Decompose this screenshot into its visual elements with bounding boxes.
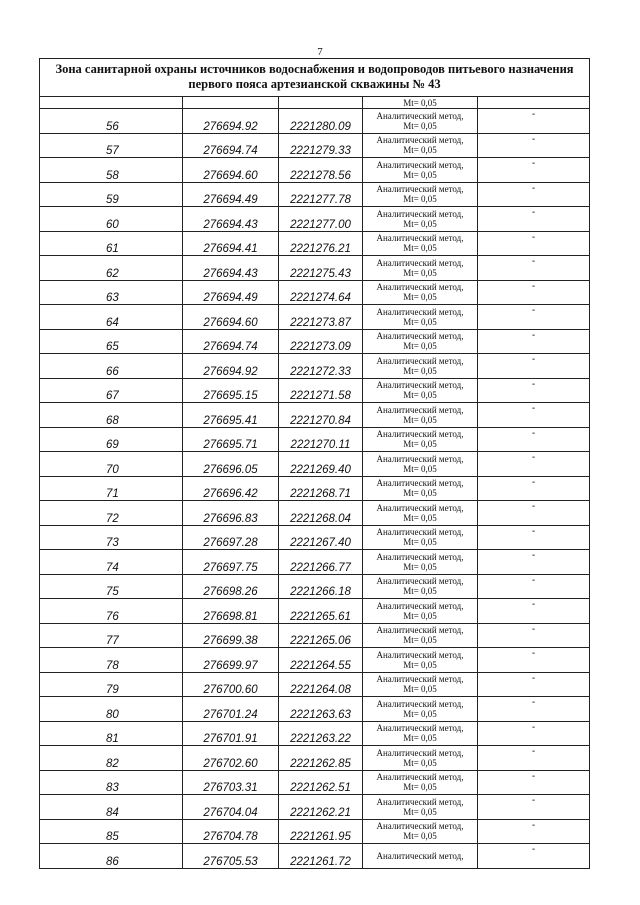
dash-cell: - bbox=[478, 378, 590, 403]
empty-cell bbox=[40, 97, 183, 109]
method-label: Аналитический метод, bbox=[376, 110, 464, 121]
precision-label: Mt= 0,05 bbox=[403, 757, 437, 768]
precision-label: Mt= 0,05 bbox=[403, 243, 437, 254]
coord-x: 276694.49 bbox=[183, 182, 279, 207]
coord-x: 276694.43 bbox=[183, 207, 279, 232]
dash-cell: - bbox=[478, 158, 590, 183]
table-row bbox=[40, 256, 590, 281]
point-number: 61 bbox=[40, 231, 183, 256]
coord-y: 2221270.11 bbox=[279, 427, 363, 452]
table-row bbox=[40, 623, 590, 648]
dash-cell: - bbox=[478, 648, 590, 673]
precision-label: Mt= 0,05 bbox=[403, 806, 437, 817]
precision-label: Mt= 0,05 bbox=[403, 684, 437, 695]
method-cell bbox=[363, 501, 478, 526]
dash-cell: - bbox=[478, 182, 590, 207]
method-label: Аналитический метод, bbox=[376, 674, 464, 685]
method-label: Аналитический метод, bbox=[376, 233, 464, 244]
point-number: 84 bbox=[40, 795, 183, 820]
dash-cell: - bbox=[478, 476, 590, 501]
coord-y: 2221275.43 bbox=[279, 256, 363, 281]
dash-cell: - bbox=[478, 207, 590, 232]
dash-cell: - bbox=[478, 819, 590, 844]
method-cell bbox=[363, 550, 478, 575]
method-label: Аналитический метод, bbox=[376, 747, 464, 758]
dash-cell: - bbox=[478, 403, 590, 428]
coord-y: 2221277.78 bbox=[279, 182, 363, 207]
method-label: Аналитический метод, bbox=[376, 649, 464, 660]
coord-y: 2221265.06 bbox=[279, 623, 363, 648]
coord-x: 276705.53 bbox=[183, 844, 279, 869]
point-number: 86 bbox=[40, 844, 183, 869]
method-cell bbox=[363, 207, 478, 232]
coord-y: 2221267.40 bbox=[279, 525, 363, 550]
method-label: Аналитический метод, bbox=[376, 429, 464, 440]
method-label: Аналитический метод, bbox=[376, 355, 464, 366]
coord-x: 276700.60 bbox=[183, 672, 279, 697]
coord-y: 2221261.95 bbox=[279, 819, 363, 844]
dash-cell: - bbox=[478, 256, 590, 281]
precision-label: Mt= 0,05 bbox=[403, 120, 437, 131]
point-number: 63 bbox=[40, 280, 183, 305]
point-number: 74 bbox=[40, 550, 183, 575]
table-row bbox=[40, 354, 590, 379]
method-label: Аналитический метод, bbox=[376, 600, 464, 611]
coordinates-table-body bbox=[40, 59, 590, 869]
method-cell bbox=[363, 133, 478, 158]
dash-cell: - bbox=[478, 109, 590, 134]
coord-x: 276704.04 bbox=[183, 795, 279, 820]
method-cell bbox=[363, 256, 478, 281]
dash-cell: - bbox=[478, 672, 590, 697]
point-number: 58 bbox=[40, 158, 183, 183]
coord-y: 2221266.18 bbox=[279, 574, 363, 599]
table-row bbox=[40, 501, 590, 526]
coord-y: 2221273.09 bbox=[279, 329, 363, 354]
table-row bbox=[40, 550, 590, 575]
coord-x: 276703.31 bbox=[183, 770, 279, 795]
precision-label: Mt= 0,05 bbox=[403, 659, 437, 670]
method-cell bbox=[363, 623, 478, 648]
point-number: 60 bbox=[40, 207, 183, 232]
dash-cell: - bbox=[478, 623, 590, 648]
dash-cell: - bbox=[478, 697, 590, 722]
dash-cell: - bbox=[478, 550, 590, 575]
empty-cell bbox=[279, 97, 363, 109]
coord-y: 2221268.04 bbox=[279, 501, 363, 526]
coord-x: 276694.74 bbox=[183, 329, 279, 354]
point-number: 65 bbox=[40, 329, 183, 354]
table-title-row bbox=[40, 59, 590, 97]
method-cell bbox=[363, 844, 478, 869]
precision-label: Mt= 0,05 bbox=[403, 831, 437, 842]
coord-x: 276697.28 bbox=[183, 525, 279, 550]
point-number: 57 bbox=[40, 133, 183, 158]
table-row-continuation bbox=[40, 97, 590, 109]
precision-label: Mt= 0,05 bbox=[403, 537, 437, 548]
table-row bbox=[40, 133, 590, 158]
coord-x: 276701.91 bbox=[183, 721, 279, 746]
method-cell bbox=[363, 770, 478, 795]
method-cell bbox=[363, 599, 478, 624]
point-number: 85 bbox=[40, 819, 183, 844]
method-label: Аналитический метод, bbox=[376, 380, 464, 391]
coord-x: 276702.60 bbox=[183, 746, 279, 771]
coord-y: 2221271.58 bbox=[279, 378, 363, 403]
method-cell bbox=[363, 231, 478, 256]
point-number: 71 bbox=[40, 476, 183, 501]
point-number: 69 bbox=[40, 427, 183, 452]
table-title-line-1: Зона санитарной охраны источников водоснабжения и водопроводов питьевого назначения bbox=[55, 62, 574, 76]
table-row bbox=[40, 795, 590, 820]
coord-y: 2221264.08 bbox=[279, 672, 363, 697]
table-row bbox=[40, 452, 590, 477]
coord-y: 2221261.72 bbox=[279, 844, 363, 869]
method-cell bbox=[363, 476, 478, 501]
coord-x: 276695.41 bbox=[183, 403, 279, 428]
method-cell bbox=[363, 403, 478, 428]
method-cell bbox=[363, 280, 478, 305]
coord-x: 276694.60 bbox=[183, 305, 279, 330]
point-number: 66 bbox=[40, 354, 183, 379]
page-number: 7 bbox=[317, 46, 323, 58]
method-label: Аналитический метод, bbox=[376, 404, 464, 415]
method-cell bbox=[363, 329, 478, 354]
precision-label: Mt= 0,05 bbox=[403, 341, 437, 352]
coord-x: 276695.71 bbox=[183, 427, 279, 452]
coord-x: 276694.92 bbox=[183, 354, 279, 379]
table-row bbox=[40, 427, 590, 452]
table-row bbox=[40, 844, 590, 869]
precision-label: Mt= 0,05 bbox=[403, 267, 437, 278]
point-number: 75 bbox=[40, 574, 183, 599]
coord-y: 2221262.51 bbox=[279, 770, 363, 795]
coord-y: 2221280.09 bbox=[279, 109, 363, 134]
coord-y: 2221265.61 bbox=[279, 599, 363, 624]
method-label: Аналитический метод, bbox=[376, 159, 464, 170]
method-label: Аналитический метод, bbox=[376, 551, 464, 562]
method-cell bbox=[363, 525, 478, 550]
method-cell bbox=[363, 795, 478, 820]
precision-label: Mt= 0,05 bbox=[403, 561, 437, 572]
table-row bbox=[40, 746, 590, 771]
method-label: Аналитический метод, bbox=[376, 625, 464, 636]
coord-x: 276694.74 bbox=[183, 133, 279, 158]
table-row bbox=[40, 182, 590, 207]
method-cell bbox=[363, 721, 478, 746]
method-cell bbox=[363, 648, 478, 673]
table-row bbox=[40, 109, 590, 134]
method-label: Аналитический метод, bbox=[376, 527, 464, 538]
point-number: 62 bbox=[40, 256, 183, 281]
method-cell bbox=[363, 697, 478, 722]
coord-y: 2221270.84 bbox=[279, 403, 363, 428]
coord-y: 2221264.55 bbox=[279, 648, 363, 673]
table-row bbox=[40, 403, 590, 428]
coord-x: 276694.43 bbox=[183, 256, 279, 281]
coord-y: 2221262.21 bbox=[279, 795, 363, 820]
precision-label: Mt= 0,05 bbox=[403, 169, 437, 180]
table-row bbox=[40, 378, 590, 403]
method-label: Аналитический метод, bbox=[376, 796, 464, 807]
table-row bbox=[40, 574, 590, 599]
method-label: Аналитический метод, bbox=[376, 576, 464, 587]
coord-y: 2221274.64 bbox=[279, 280, 363, 305]
method-label: Аналитический метод, bbox=[376, 821, 464, 832]
coord-x: 276694.60 bbox=[183, 158, 279, 183]
precision-label: Mt= 0,05 bbox=[403, 708, 437, 719]
point-number: 67 bbox=[40, 378, 183, 403]
dash-cell: - bbox=[478, 133, 590, 158]
method-cell bbox=[363, 305, 478, 330]
point-number: 78 bbox=[40, 648, 183, 673]
precision-label: Mt= 0,05 bbox=[403, 488, 437, 499]
dash-cell: - bbox=[478, 329, 590, 354]
method-cell bbox=[363, 819, 478, 844]
precision-label: Mt= 0,05 bbox=[403, 194, 437, 205]
precision-label: Mt= 0,05 bbox=[403, 610, 437, 621]
dash-cell: - bbox=[478, 721, 590, 746]
method-cell bbox=[363, 746, 478, 771]
coord-x: 276699.97 bbox=[183, 648, 279, 673]
precision-label: Mt= 0,05 bbox=[403, 316, 437, 327]
dash-cell: - bbox=[478, 599, 590, 624]
method-label: Аналитический метод, bbox=[376, 772, 464, 783]
point-number: 79 bbox=[40, 672, 183, 697]
table-row bbox=[40, 525, 590, 550]
dash-cell: - bbox=[478, 770, 590, 795]
coord-y: 2221269.40 bbox=[279, 452, 363, 477]
coord-y: 2221263.22 bbox=[279, 721, 363, 746]
method-label: Аналитический метод, bbox=[376, 723, 464, 734]
point-number: 82 bbox=[40, 746, 183, 771]
precision-label: Mt= 0,05 bbox=[403, 292, 437, 303]
coord-x: 276694.41 bbox=[183, 231, 279, 256]
precision-label: Mt= 0,05 bbox=[403, 512, 437, 523]
coord-y: 2221279.33 bbox=[279, 133, 363, 158]
dash-cell: - bbox=[478, 354, 590, 379]
method-label: Аналитический метод, bbox=[376, 850, 464, 861]
coord-y: 2221272.33 bbox=[279, 354, 363, 379]
table-title bbox=[40, 59, 590, 97]
point-number: 73 bbox=[40, 525, 183, 550]
dash-cell: - bbox=[478, 427, 590, 452]
table-row bbox=[40, 305, 590, 330]
table-row bbox=[40, 158, 590, 183]
precision-label: Mt= 0,05 bbox=[403, 145, 437, 156]
point-number: 76 bbox=[40, 599, 183, 624]
method-label: Аналитический метод, bbox=[376, 478, 464, 489]
point-number: 56 bbox=[40, 109, 183, 134]
coord-y: 2221277.00 bbox=[279, 207, 363, 232]
coordinates-table bbox=[39, 58, 590, 869]
point-number: 80 bbox=[40, 697, 183, 722]
method-cell bbox=[363, 182, 478, 207]
method-label: Аналитический метод, bbox=[376, 135, 464, 146]
method-label: Аналитический метод, bbox=[376, 502, 464, 513]
precision-cell: Mt= 0,05 bbox=[363, 97, 478, 109]
dash-cell: - bbox=[478, 280, 590, 305]
table-title-line-2: первого пояса артезианской скважины № 43 bbox=[188, 77, 441, 91]
method-label: Аналитический метод, bbox=[376, 208, 464, 219]
point-number: 68 bbox=[40, 403, 183, 428]
dash-cell: - bbox=[478, 305, 590, 330]
method-label: Аналитический метод, bbox=[376, 453, 464, 464]
coord-x: 276704.78 bbox=[183, 819, 279, 844]
method-label: Аналитический метод, bbox=[376, 282, 464, 293]
coord-y: 2221266.77 bbox=[279, 550, 363, 575]
method-label: Аналитический метод, bbox=[376, 698, 464, 709]
empty-cell bbox=[478, 97, 590, 109]
table-row bbox=[40, 280, 590, 305]
coord-x: 276699.38 bbox=[183, 623, 279, 648]
method-label: Аналитический метод, bbox=[376, 306, 464, 317]
method-cell bbox=[363, 378, 478, 403]
dash-cell: - bbox=[478, 501, 590, 526]
coord-x: 276695.15 bbox=[183, 378, 279, 403]
method-label: Аналитический метод, bbox=[376, 184, 464, 195]
table-row bbox=[40, 648, 590, 673]
precision-label: Mt= 0,05 bbox=[403, 414, 437, 425]
table-row bbox=[40, 819, 590, 844]
point-number: 72 bbox=[40, 501, 183, 526]
table-row bbox=[40, 721, 590, 746]
table-row bbox=[40, 207, 590, 232]
coord-x: 276696.05 bbox=[183, 452, 279, 477]
coord-y: 2221268.71 bbox=[279, 476, 363, 501]
table-row bbox=[40, 770, 590, 795]
table-row bbox=[40, 672, 590, 697]
point-number: 77 bbox=[40, 623, 183, 648]
coord-x: 276698.81 bbox=[183, 599, 279, 624]
point-number: 83 bbox=[40, 770, 183, 795]
table-row bbox=[40, 476, 590, 501]
coord-y: 2221263.63 bbox=[279, 697, 363, 722]
method-label: Аналитический метод, bbox=[376, 331, 464, 342]
dash-cell: - bbox=[478, 844, 590, 869]
method-cell bbox=[363, 109, 478, 134]
coord-x: 276694.92 bbox=[183, 109, 279, 134]
table-row bbox=[40, 329, 590, 354]
method-cell bbox=[363, 354, 478, 379]
precision-label: Mt= 0,05 bbox=[403, 390, 437, 401]
precision-label: Mt= 0,05 bbox=[403, 463, 437, 474]
dash-cell: - bbox=[478, 452, 590, 477]
table-row bbox=[40, 599, 590, 624]
dash-cell: - bbox=[478, 746, 590, 771]
coord-x: 276694.49 bbox=[183, 280, 279, 305]
precision-label: Mt= 0,05 bbox=[403, 782, 437, 793]
point-number: 59 bbox=[40, 182, 183, 207]
coord-x: 276697.75 bbox=[183, 550, 279, 575]
coord-y: 2221278.56 bbox=[279, 158, 363, 183]
point-number: 70 bbox=[40, 452, 183, 477]
precision-label: Mt= 0,05 bbox=[403, 439, 437, 450]
method-cell bbox=[363, 452, 478, 477]
coord-y: 2221276.21 bbox=[279, 231, 363, 256]
dash-cell: - bbox=[478, 574, 590, 599]
coord-y: 2221262.85 bbox=[279, 746, 363, 771]
coord-x: 276698.26 bbox=[183, 574, 279, 599]
point-number: 64 bbox=[40, 305, 183, 330]
dash-cell: - bbox=[478, 525, 590, 550]
table-row bbox=[40, 231, 590, 256]
coord-x: 276696.42 bbox=[183, 476, 279, 501]
method-cell bbox=[363, 574, 478, 599]
method-label: Аналитический метод, bbox=[376, 257, 464, 268]
table-row bbox=[40, 697, 590, 722]
dash-cell: - bbox=[478, 795, 590, 820]
empty-cell bbox=[183, 97, 279, 109]
precision-label: Mt= 0,05 bbox=[403, 635, 437, 646]
point-number: 81 bbox=[40, 721, 183, 746]
method-cell bbox=[363, 427, 478, 452]
coord-y: 2221273.87 bbox=[279, 305, 363, 330]
precision-label: Mt= 0,05 bbox=[403, 733, 437, 744]
precision-label: Mt= 0,05 bbox=[403, 218, 437, 229]
coord-x: 276696.83 bbox=[183, 501, 279, 526]
precision-label: Mt= 0,05 bbox=[403, 365, 437, 376]
dash-cell: - bbox=[478, 231, 590, 256]
precision-label: Mt= 0,05 bbox=[403, 586, 437, 597]
method-cell bbox=[363, 158, 478, 183]
coord-x: 276701.24 bbox=[183, 697, 279, 722]
method-cell bbox=[363, 672, 478, 697]
